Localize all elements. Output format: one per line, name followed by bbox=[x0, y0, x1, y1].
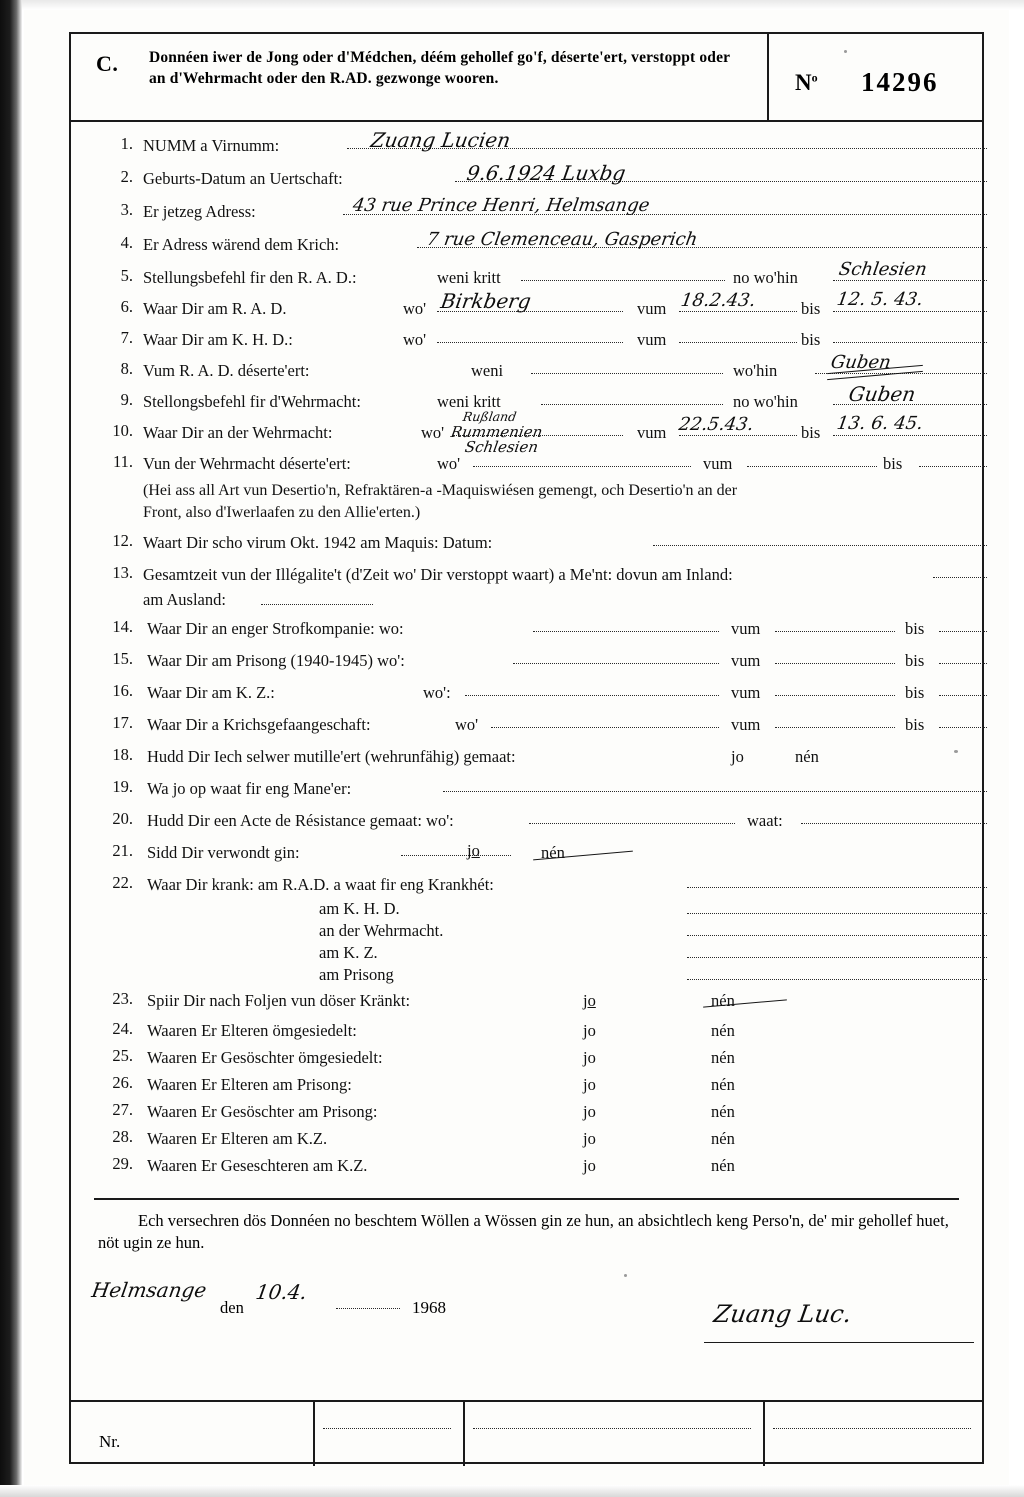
item-number: 23. bbox=[112, 989, 133, 1008]
option-jo[interactable]: jo bbox=[583, 991, 596, 1010]
declaration-text: Ech versechren dös Donnéen no beschtem Wöllen a Wössen gin ze hun, an absichtlech keng Perso'n, de' mir gehollef huet, nöt ugin ze hun. bbox=[98, 1211, 949, 1253]
item-number: 17. bbox=[112, 713, 133, 732]
handwriting-rad-to: 12. 5. 43. bbox=[835, 289, 925, 310]
item-label: Waar Dir an enger Strofkompanie: wo: bbox=[147, 619, 404, 638]
item-number: 9. bbox=[120, 390, 133, 409]
handwriting-address-current: 43 rue Prince Henri, Helmsange bbox=[351, 195, 652, 216]
write-line[interactable] bbox=[491, 727, 719, 728]
item-label: Wa jo op waat fir eng Mane'er: bbox=[147, 779, 352, 798]
item-sublabel-wohin: no wo'hin bbox=[733, 392, 798, 411]
item-number: 4. bbox=[120, 233, 133, 252]
field-row-16 bbox=[71, 681, 982, 713]
item-number: 26. bbox=[112, 1073, 133, 1092]
item-label: Hudd Dir een Acte de Résistance gemaat: wo': bbox=[147, 811, 454, 830]
item-number: 29. bbox=[112, 1154, 133, 1173]
item-label: Waart Dir scho virum Okt. 1942 am Maquis: Datum: bbox=[143, 533, 493, 552]
item-sublabel-ausland: am Ausland: bbox=[143, 590, 226, 609]
item-label: Waaren Er Geseschteren am K.Z. bbox=[147, 1156, 368, 1175]
scan-edge-left bbox=[0, 0, 22, 1497]
bis-label: bis bbox=[905, 619, 925, 638]
item-label: Vun der Wehrmacht déserte'ert: bbox=[143, 454, 351, 473]
footer-write-line-3[interactable] bbox=[773, 1428, 971, 1429]
item-number: 11. bbox=[112, 452, 133, 471]
option-nen[interactable]: nén bbox=[711, 1075, 735, 1094]
field-row-15 bbox=[71, 649, 982, 681]
form-sheet bbox=[24, 10, 1009, 1487]
item-sublabel-weni: weni kritt bbox=[437, 392, 501, 411]
write-line[interactable] bbox=[775, 663, 895, 664]
write-line[interactable] bbox=[437, 342, 623, 343]
item-number: 24. bbox=[112, 1019, 133, 1038]
field-row-26 bbox=[71, 1073, 982, 1100]
write-line[interactable] bbox=[939, 727, 987, 728]
item-label: Waar Dir a Krichsgefaangeschaft: bbox=[147, 715, 371, 734]
field-row-24 bbox=[71, 1019, 982, 1046]
item-number: 16. bbox=[112, 681, 133, 700]
field-row-28 bbox=[71, 1127, 982, 1154]
write-line[interactable] bbox=[775, 631, 895, 632]
option-nen[interactable]: nén bbox=[711, 991, 735, 1010]
form-title: Donnéen iwer de Jong oder d'Médchen, déém gehollef go'f, déserte'ert, verstoppt oder an d'Wehrmacht oder den R.AD. gezwonge wooren. bbox=[149, 49, 730, 87]
option-nen[interactable]: nén bbox=[541, 843, 565, 862]
signature-year: 1968 bbox=[412, 1298, 446, 1317]
bis-label: bis bbox=[883, 454, 903, 473]
item-number: 2. bbox=[120, 167, 133, 186]
note-line-2: Front, also d'Iwerlaafen zu den Allie'erten.) bbox=[143, 504, 421, 521]
write-line[interactable] bbox=[541, 404, 723, 405]
item-sublabel-wohin: no wo'hin bbox=[733, 268, 798, 287]
item-label: Waaren Er Gesöschter am Prisong: bbox=[147, 1102, 378, 1121]
wo-label: wo' bbox=[403, 330, 427, 349]
handwriting-name: Zuang Lucien bbox=[369, 128, 513, 152]
option-jo[interactable]: jo bbox=[583, 1075, 596, 1094]
item-number: 1. bbox=[120, 134, 133, 153]
field-row-11 bbox=[71, 438, 982, 483]
footer-write-line-2[interactable] bbox=[473, 1428, 751, 1429]
vum-label: vum bbox=[731, 683, 761, 702]
wo-label: wo': bbox=[423, 683, 451, 702]
section-letter: C. bbox=[96, 51, 119, 76]
item-sublabel-weni: weni bbox=[471, 361, 504, 380]
vum-label: vum bbox=[637, 423, 667, 442]
scan-edge-bottom bbox=[0, 1485, 1024, 1497]
form-header bbox=[71, 34, 982, 120]
item-number: 12. bbox=[112, 531, 133, 550]
option-jo[interactable]: jo bbox=[583, 1021, 596, 1040]
item-label: Stellungsbefehl fir den R. A. D.: bbox=[143, 268, 357, 287]
header-divider bbox=[767, 34, 769, 120]
item-label: Waar Dir an der Wehrmacht: bbox=[143, 423, 333, 442]
handwriting-place: Helmsange bbox=[90, 1278, 209, 1302]
scan-speck bbox=[844, 50, 847, 53]
footer-col-divider-3 bbox=[763, 1400, 765, 1466]
item-label: Waaren Er Elteren am K.Z. bbox=[147, 1129, 328, 1148]
item-label: Vum R. A. D. déserte'ert: bbox=[143, 361, 310, 380]
write-line[interactable] bbox=[933, 577, 987, 578]
item-label: Hudd Dir Iech selwer mutille'ert (wehrunfähig) gemaat: bbox=[147, 747, 516, 766]
item-label: Gesamtzeit vun der Illégalite't (d'Zeit wo' Dir verstoppt waart) a Me'nt: dovun am Inland: bbox=[143, 565, 733, 584]
field-row-22 bbox=[71, 873, 982, 989]
handwriting-wehrmacht-to: 13. 6. 45. bbox=[835, 413, 925, 434]
option-jo[interactable]: jo bbox=[583, 1156, 596, 1175]
field-row-13 bbox=[71, 563, 982, 617]
write-line[interactable] bbox=[513, 663, 719, 664]
note-line-1: (Hei ass all Art vun Desertio'n, Refraktären-a -Maquiswiésen gemengt, och Desertio'n an der bbox=[143, 482, 738, 499]
item-label: Waaren Er Elteren am Prisong: bbox=[147, 1075, 352, 1094]
write-line[interactable] bbox=[679, 342, 797, 343]
handwriting-front-1: Rußland bbox=[461, 409, 518, 424]
item-label: Waar Dir am K. H. D.: bbox=[143, 330, 293, 349]
item-label: Waar Dir am R. A. D. bbox=[143, 299, 287, 318]
item-number: 18. bbox=[112, 745, 133, 764]
write-line[interactable] bbox=[775, 727, 895, 728]
wo-label: wo' bbox=[437, 454, 461, 473]
write-line[interactable] bbox=[679, 311, 797, 312]
vum-label: vum bbox=[731, 619, 761, 638]
field-row-18 bbox=[71, 745, 982, 777]
write-line[interactable] bbox=[833, 435, 987, 436]
handwriting-front-3: Schlesien bbox=[463, 438, 540, 456]
wo-label: wo' bbox=[421, 423, 445, 442]
option-jo[interactable]: jo bbox=[583, 1048, 596, 1067]
handwriting-birth: 9.6.1924 Luxbg bbox=[465, 161, 628, 185]
write-line[interactable] bbox=[261, 604, 373, 605]
item-number: 21. bbox=[112, 841, 133, 860]
option-jo[interactable]: jo bbox=[583, 1102, 596, 1121]
sub-item-prisong: am Prisong bbox=[319, 965, 394, 984]
field-row-19 bbox=[71, 777, 982, 809]
sub-item-kz: am K. Z. bbox=[319, 943, 378, 962]
signature-place-wrap bbox=[90, 1278, 209, 1302]
field-row-21 bbox=[71, 841, 982, 873]
note-row-11 bbox=[71, 483, 982, 531]
item-number: 25. bbox=[112, 1046, 133, 1065]
bis-label: bis bbox=[905, 715, 925, 734]
option-nen[interactable]: nén bbox=[711, 1102, 735, 1121]
item-label: Waar Dir am Prisong (1940-1945) wo': bbox=[147, 651, 405, 670]
field-row-14 bbox=[71, 617, 982, 649]
item-label: Er jetzeg Adress: bbox=[143, 202, 256, 221]
item-sublabel-wohin: wo'hin bbox=[733, 361, 778, 380]
write-line[interactable] bbox=[687, 957, 987, 958]
item-number: 5. bbox=[120, 266, 133, 285]
item-label: Waaren Er Elteren ömgesiedelt: bbox=[147, 1021, 357, 1040]
den-label: den bbox=[220, 1298, 244, 1317]
footer-table bbox=[71, 1400, 982, 1466]
bis-label: bis bbox=[801, 330, 821, 349]
item-number: 7. bbox=[120, 328, 133, 347]
signature-line bbox=[704, 1342, 974, 1343]
field-row-29 bbox=[71, 1154, 982, 1181]
item-number: 28. bbox=[112, 1127, 133, 1146]
option-jo[interactable]: jo bbox=[731, 747, 744, 766]
item-label: Spiir Dir nach Foljen vun döser Kränkt: bbox=[147, 991, 411, 1010]
form-body bbox=[71, 128, 982, 1181]
bis-label: bis bbox=[905, 683, 925, 702]
handwriting-desertion-destination: Guben bbox=[829, 352, 893, 373]
item-number: 27. bbox=[112, 1100, 133, 1119]
write-line-date[interactable] bbox=[336, 1308, 400, 1309]
vum-label: vum bbox=[731, 651, 761, 670]
handwriting-wehrmacht-from: 22.5.43. bbox=[677, 414, 756, 435]
item-number: 13. bbox=[112, 563, 133, 582]
item-number: 14. bbox=[112, 617, 133, 636]
write-line[interactable] bbox=[465, 695, 719, 696]
field-row-8 bbox=[71, 352, 982, 390]
write-line[interactable] bbox=[653, 545, 987, 546]
field-row-23 bbox=[71, 989, 982, 1019]
declaration-rule bbox=[94, 1198, 959, 1200]
wo-label: wo' bbox=[455, 715, 479, 734]
field-row-27 bbox=[71, 1100, 982, 1127]
item-number: 3. bbox=[120, 200, 133, 219]
handwriting-signature: Zuang Luc. bbox=[711, 1300, 854, 1328]
write-line[interactable] bbox=[833, 280, 987, 281]
wo-label: wo' bbox=[403, 299, 427, 318]
handwriting-date: 10.4. bbox=[254, 1280, 309, 1304]
write-line[interactable] bbox=[687, 887, 987, 888]
field-row-12 bbox=[71, 531, 982, 563]
item-label: NUMM a Virnumm: bbox=[143, 136, 280, 155]
item-label: Er Adress wärend dem Krich: bbox=[143, 235, 340, 254]
write-line[interactable] bbox=[747, 466, 877, 467]
footer-nr-label: Nr. bbox=[99, 1432, 121, 1451]
write-line[interactable] bbox=[687, 979, 987, 980]
vum-label: vum bbox=[637, 299, 667, 318]
item-number: 15. bbox=[112, 649, 133, 668]
write-line[interactable] bbox=[529, 823, 735, 824]
form-number: 14296 bbox=[861, 67, 939, 97]
write-line[interactable] bbox=[521, 280, 725, 281]
write-line[interactable] bbox=[687, 935, 987, 936]
item-label: Stellongsbefehl fir d'Wehrmacht: bbox=[143, 392, 361, 411]
item-number: 19. bbox=[112, 777, 133, 796]
item-sublabel-weni: weni kritt bbox=[437, 268, 501, 287]
header-rule bbox=[71, 120, 982, 122]
scan-speck bbox=[624, 1274, 627, 1277]
sub-item-wehrmacht: an der Wehrmacht. bbox=[319, 921, 444, 940]
write-line[interactable] bbox=[687, 913, 987, 914]
option-jo[interactable]: jo bbox=[467, 841, 480, 860]
handwriting-front-2: Rummenien bbox=[449, 423, 544, 441]
option-nen[interactable]: nén bbox=[711, 1048, 735, 1067]
handwriting-wehrmacht-destination: Guben bbox=[847, 382, 918, 406]
write-line[interactable] bbox=[679, 435, 797, 436]
footer-write-line-1[interactable] bbox=[323, 1428, 451, 1429]
number-label: $N^o$ bbox=[795, 70, 818, 95]
write-line[interactable] bbox=[443, 791, 987, 792]
write-line[interactable] bbox=[939, 631, 987, 632]
write-line[interactable] bbox=[473, 466, 691, 467]
waat-label: waat: bbox=[747, 811, 783, 830]
field-row-25 bbox=[71, 1046, 982, 1073]
item-number: 22. bbox=[112, 873, 133, 892]
vum-label: vum bbox=[703, 454, 733, 473]
item-label: Sidd Dir verwondt gin: bbox=[147, 843, 300, 862]
bis-label: bis bbox=[801, 299, 821, 318]
field-row-17 bbox=[71, 713, 982, 745]
field-row-6 bbox=[71, 289, 982, 328]
write-line[interactable] bbox=[919, 466, 987, 467]
bis-label: bis bbox=[801, 423, 821, 442]
handwriting-rad-place: Birkberg bbox=[439, 289, 533, 313]
item-label: Waaren Er Gesöschter ömgesiedelt: bbox=[147, 1048, 383, 1067]
write-line[interactable] bbox=[775, 695, 895, 696]
item-number: 8. bbox=[120, 359, 133, 378]
scan-edge-top bbox=[0, 0, 1024, 10]
handwriting-rad-from: 18.2.43. bbox=[679, 290, 758, 311]
handwriting-address-war: 7 rue Clemenceau, Gasperich bbox=[425, 229, 699, 250]
write-line[interactable] bbox=[833, 311, 987, 312]
write-line[interactable] bbox=[939, 695, 987, 696]
option-nen[interactable]: nén bbox=[711, 1156, 735, 1175]
footer-table-top-rule bbox=[71, 1400, 982, 1402]
write-line[interactable] bbox=[531, 373, 723, 374]
vum-label: vum bbox=[731, 715, 761, 734]
option-nen[interactable]: nén bbox=[711, 1129, 735, 1148]
write-line[interactable] bbox=[401, 855, 511, 856]
handwriting-rad-destination: Schlesien bbox=[837, 259, 929, 280]
option-nen[interactable]: nén bbox=[711, 1021, 735, 1040]
field-row-20 bbox=[71, 809, 982, 841]
item-label: Waar Dir am K. Z.: bbox=[147, 683, 275, 702]
scan-speck bbox=[954, 750, 958, 753]
write-line[interactable] bbox=[801, 823, 987, 824]
item-number: 10. bbox=[112, 421, 133, 440]
item-label: Geburts-Datum an Uertschaft: bbox=[143, 169, 343, 188]
option-jo[interactable]: jo bbox=[583, 1129, 596, 1148]
item-number: 6. bbox=[120, 297, 133, 316]
write-line[interactable] bbox=[833, 342, 987, 343]
write-line[interactable] bbox=[939, 663, 987, 664]
footer-col-divider-2 bbox=[463, 1400, 465, 1466]
sub-item-khd: am K. H. D. bbox=[319, 899, 400, 918]
option-nen[interactable]: nén bbox=[795, 747, 819, 766]
bis-label: bis bbox=[905, 651, 925, 670]
vum-label: vum bbox=[637, 330, 667, 349]
write-line[interactable] bbox=[533, 631, 719, 632]
item-number: 20. bbox=[112, 809, 133, 828]
footer-col-divider-1 bbox=[313, 1400, 315, 1466]
item-label: Waar Dir krank: am R.A.D. a waat fir eng Krankhét: bbox=[147, 875, 494, 894]
